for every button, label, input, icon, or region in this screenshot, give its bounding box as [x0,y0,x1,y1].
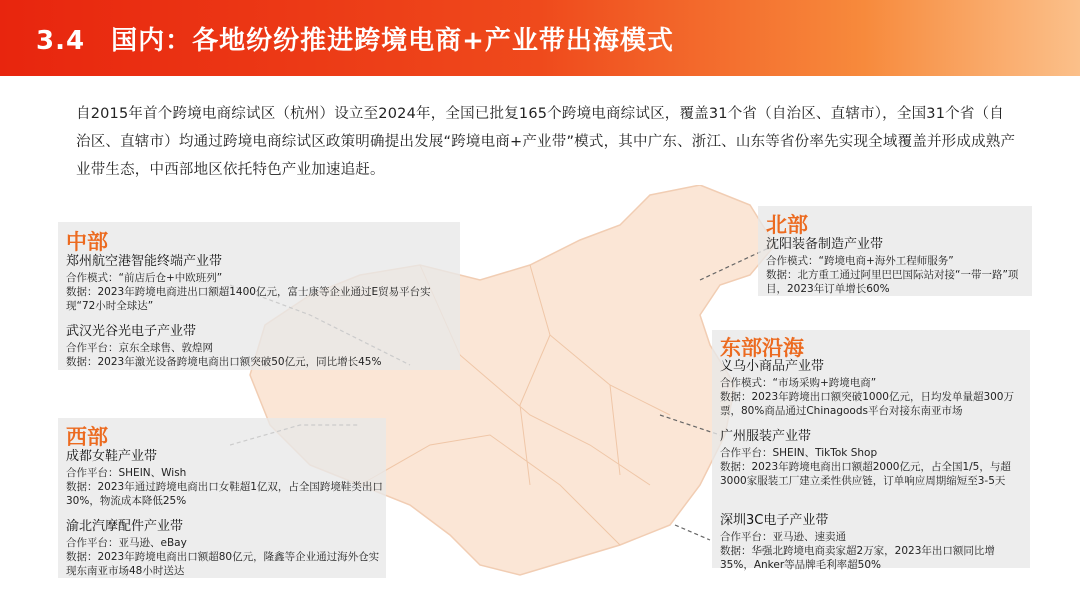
region-label-central: 中部 [66,230,108,254]
item-data: 数据：2023年跨境电商进出口额超1400亿元，富士康等企业通过E贸易平台实现“72小时全球达” [66,286,431,312]
header-bar [0,0,1080,76]
item-cooperation: 合作平台：亚马逊、速卖通 [720,531,846,543]
industry-item-guangzhou [720,428,1026,488]
item-cooperation: 合作模式：“跨境电商+海外工程师服务” [766,255,954,267]
item-data: 数据：2023年跨境电商出口额超2000亿元，占全国1/5，与超3000家服装工厂建立柔性供应链，订单响应周期缩短至3-5天 [720,461,1011,487]
region-label-north: 北部 [766,213,808,237]
industry-item-zhengzhou [66,253,456,313]
section-title: 国内：各地纷纷推进跨境电商+产业带出海模式 [111,26,674,56]
industry-item-shenyang [766,236,1028,296]
item-cooperation: 合作模式：“前店后仓+中欧班列” [66,272,223,284]
item-name: 广州服装产业带 [720,429,812,444]
item-cooperation: 合作平台：SHEIN、Wish [66,467,187,479]
item-data: 数据：华强北跨境电商卖家超2万家，2023年出口额同比增35%，Anker等品牌毛利率超50% [720,545,995,571]
item-data: 数据：2023年激光设备跨境电商出口额突破50亿元，同比增长45% [66,356,382,368]
intro-paragraph: 自2015年首个跨境电商综试区（杭州）设立至2024年，全国已批复165个跨境电商综试区，覆盖31个省（自治区、直辖市），全国31个省（自治区、直辖市）均通过跨境电商综试区政策明确提出发展“跨境电商+产业带”模式，其中广东、浙江、山东等省份率先实现全域覆盖并形成成熟产业带生态，中西部地区依托特色产业加速追赶。 [76,106,1016,178]
item-cooperation: 合作平台：SHEIN、TikTok Shop [720,447,878,459]
item-cooperation: 合作平台：亚马逊、eBay [66,537,187,549]
item-name: 成都女鞋产业带 [66,449,158,464]
item-cooperation: 合作平台：京东全球售、敦煌网 [66,342,213,354]
item-name: 武汉光谷光电子产业带 [66,324,197,339]
section-number: 3.4 [36,26,86,56]
item-name: 渝北汽摩配件产业带 [66,519,184,534]
region-label-east: 东部沿海 [720,336,804,360]
item-data: 数据：2023年跨境出口额突破1000亿元，日均发单量超300万票，80%商品通过Chinagoods平台对接东南亚市场 [720,391,1014,417]
item-data: 数据：2023年跨境电商出口额超80亿元，隆鑫等企业通过海外仓实现东南亚市场48小时送达 [66,551,380,577]
item-cooperation: 合作模式：“市场采购+跨境电商” [720,377,877,389]
item-name: 深圳3C电子产业带 [720,513,829,528]
industry-item-yubei [66,518,384,578]
item-data: 数据：北方重工通过阿里巴巴国际站对接“一带一路”项目，2023年订单增长60% [766,269,1019,295]
item-name: 义乌小商品产业带 [720,359,825,374]
item-name: 郑州航空港智能终端产业带 [66,254,223,269]
region-label-west: 西部 [66,425,108,449]
item-name: 沈阳装备制造产业带 [766,237,884,252]
item-data: 数据：2023年通过跨境电商出口女鞋超1亿双，占全国跨境鞋类出口30%，物流成本降低25% [66,481,383,507]
industry-item-shenzhen [720,512,1020,572]
industry-item-yiwu [720,358,1020,418]
industry-item-wuhan [66,323,456,369]
industry-item-chengdu [66,448,384,508]
map-connector-south [675,525,710,540]
page-title [36,20,674,57]
